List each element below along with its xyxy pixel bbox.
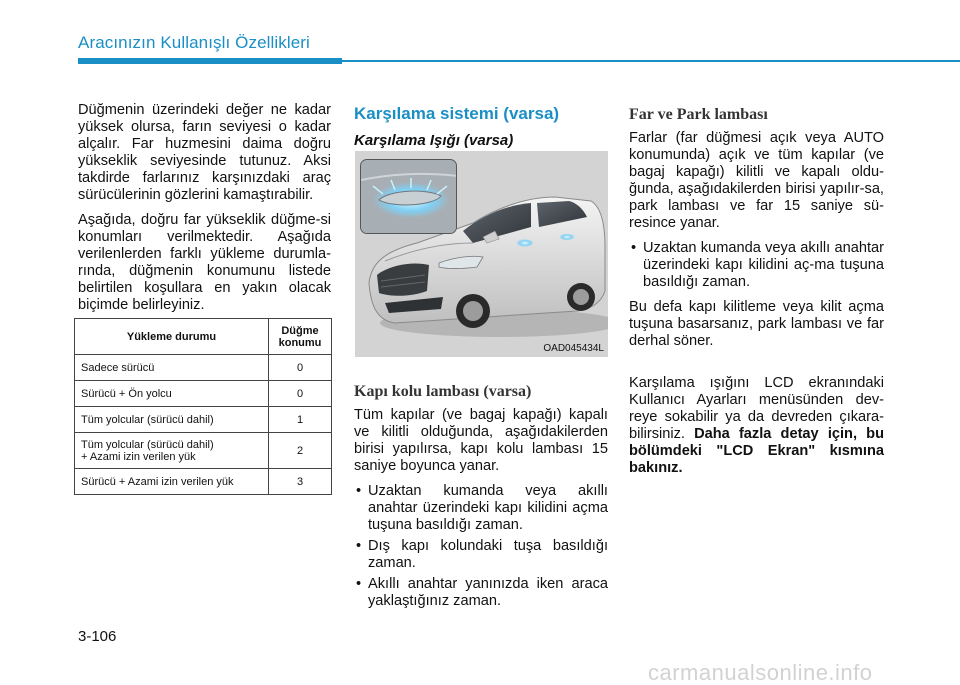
page-number: 3-106 bbox=[78, 628, 117, 645]
door-handle-glow-illustration bbox=[361, 160, 457, 234]
paragraph-lcd-settings: Karşılama ışığını LCD ekranındaki Kullanıcı Ayarları menüsünden dev-reye sokabilir ya da devreden çıkara-bilirsiniz. Daha fazla detay için, bu bölümdeki "LCD Ekran" kısmına bakınız. bbox=[629, 375, 884, 476]
head-lamp-bullet-list bbox=[629, 240, 884, 291]
table-cell-condition: Tüm yolcular (sürücü dahil) + Azami izin verilen yük bbox=[75, 433, 269, 469]
list-item: • Uzaktan kumanda veya akıllı anahtar üzerindeki kapı kilidini açma tuşuna basıldığı zaman. bbox=[354, 483, 608, 534]
list-item: • Uzaktan kumanda veya akıllı anahtar üzerindeki kapı kilidini aç-ma tuşuna basıldığı zaman. bbox=[629, 240, 884, 291]
paragraph-head-park-lamp: Farlar (far düğmesi açık veya AUTO konumunda) açık ve tüm kapılar (ve bagaj kapağı) kilitli ve kapalı oldu-ğunda, aşağıdakilerden birisi yapılır-sa, park lambası ve far 15 saniye sü-resince yanar. bbox=[629, 130, 884, 231]
header-rule-thin bbox=[342, 60, 960, 62]
paragraph-switch-positions: Aşağıda, doğru far yükseklik düğme-si konumları verilmektedir. Aşağıda verilenlerden farklı yükleme durumla-rında, düğmenin konumunu listede belirtilen koşullara en yakın olacak biçimde belirleyiniz. bbox=[78, 212, 331, 313]
header-rule-thick bbox=[78, 58, 342, 64]
watermark: carmanualsonline.info bbox=[648, 660, 873, 685]
paragraph-headlight-level: Düğmenin üzerindeki değer ne kadar yüksek olursa, farın seviyesi o kadar alçalır. Far huzmesini daima doğru yükseklik seviyesinde tutunuz. Aksi takdirde farlarınız karşınızdaki araç sürücülerinin gözlerini kamaştırabilir. bbox=[78, 102, 331, 203]
figure-code: OAD045434L bbox=[543, 343, 604, 354]
table-row bbox=[75, 433, 332, 469]
table-cell-condition: Tüm yolcular (sürücü dahil) bbox=[75, 407, 269, 433]
list-item: • Dış kapı kolundaki tuşa basıldığı zaman. bbox=[354, 538, 608, 572]
table-cell-position: 0 bbox=[269, 355, 332, 381]
table-cell-position: 1 bbox=[269, 407, 332, 433]
paragraph-spacer bbox=[629, 358, 884, 375]
table-row bbox=[75, 355, 332, 381]
table-cell-condition: Sürücü + Azami izin verilen yük bbox=[75, 469, 269, 495]
door-lamp-bullet-list bbox=[354, 483, 608, 610]
table-header-load: Yükleme durumu bbox=[75, 319, 269, 355]
load-condition-table bbox=[74, 318, 332, 495]
door-handle-inset bbox=[360, 159, 457, 234]
subsection-title-welcome-light: Karşılama Işığı (varsa) bbox=[354, 132, 514, 149]
list-item: • Akıllı anahtar yanınızda iken araca yaklaştığınız zaman. bbox=[354, 576, 608, 610]
section-title-head-park-lamp: Far ve Park lambası bbox=[629, 106, 768, 123]
table-row bbox=[75, 407, 332, 433]
car-welcome-light-figure bbox=[355, 151, 608, 357]
paragraph-door-handle-lamp: Tüm kapılar (ve bagaj kapağı) kapalı ve kilitli olduğunda, aşağıdakilerden birisi yapılırsa, kapı kolu lambası 15 saniye boyunca yanar. bbox=[354, 407, 608, 474]
section-title-welcome: Karşılama sistemi (varsa) bbox=[354, 104, 560, 123]
table-header-row bbox=[75, 319, 332, 355]
column-right bbox=[629, 105, 884, 485]
section-header-title: Aracınızın Kullanışlı Özellikleri bbox=[78, 33, 310, 52]
table-row bbox=[75, 469, 332, 495]
table-cell-position: 0 bbox=[269, 381, 332, 407]
table-cell-position: 2 bbox=[269, 433, 332, 469]
table-header-position: Düğme konumu bbox=[269, 319, 332, 355]
lcd-reference-note: Daha fazla detay için, bu bölümdeki "LCD Ekran" kısmına bakınız. bbox=[629, 426, 884, 476]
table-row bbox=[75, 381, 332, 407]
table-cell-condition: Sürücü + Ön yolcu bbox=[75, 381, 269, 407]
paragraph-lamp-off: Bu defa kapı kilitleme veya kilit açma tuşuna basarsanız, park lambası ve far derhal söner. bbox=[629, 299, 884, 349]
table-cell-position: 3 bbox=[269, 469, 332, 495]
column-left bbox=[78, 102, 331, 322]
table-cell-condition: Sadece sürücü bbox=[75, 355, 269, 381]
section-title-door-handle-lamp: Kapı kolu lambası (varsa) bbox=[354, 383, 532, 400]
